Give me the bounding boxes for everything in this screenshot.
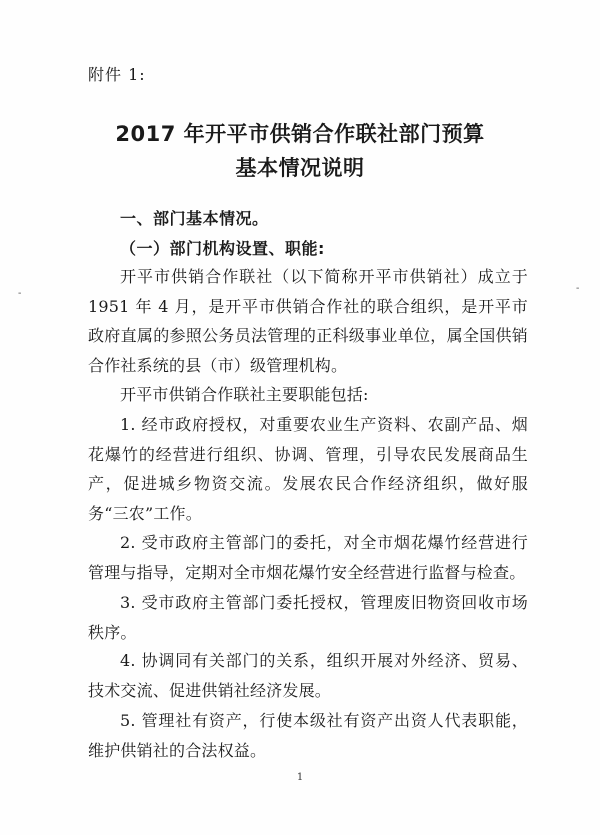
paragraph-function-1: 1. 经市政府授权，对重要农业生产资料、农副产品、烟花爆竹的经营进行组织、协调、管理，引导农民发展商品生产，促进城乡物资交流。发展农民合作经济组织，做好服务“三农”工作。 xyxy=(88,415,528,523)
paragraph-function-4: 4. 协调同有关部门的关系，组织开展对外经济、贸易、技术交流、促进供销社经济发展。 xyxy=(88,651,528,700)
document-title-line-2: 基本情况说明 xyxy=(235,156,365,180)
paragraph-function-3: 3. 受市政府主管部门委托授权，管理废旧物资回收市场秩序。 xyxy=(88,593,528,642)
document-title-line-1: 2017 年开平市供销合作联社部门预算 xyxy=(115,122,485,146)
paragraph-function-5: 5. 管理社有资产，行使本级社有资产出资人代表职能，维护供销社的合法权益。 xyxy=(88,711,528,760)
scan-mark-left: - xyxy=(18,288,22,299)
paragraph-function-2: 2. 受市政府主管部门的委托，对全市烟花爆竹经营进行管理与指导，定期对全市烟花爆竹安全经营进行监督与检查。 xyxy=(88,533,528,582)
subsection-heading-structure-functions: （一）部门机构设置、职能: xyxy=(120,239,325,258)
scan-mark-right: - xyxy=(576,283,580,294)
paragraph-functions-intro: 开平市供销合作联社主要职能包括: xyxy=(120,385,369,404)
attachment-label: 附件 1: xyxy=(88,65,146,84)
section-heading-department-overview: 一、部门基本情况。 xyxy=(120,209,269,228)
page-number: 1 xyxy=(296,772,304,783)
paragraph-introduction: 开平市供销合作联社（以下简称开平市供销社）成立于 1951 年 4 月，是开平市供销合作社的联合组织，是开平市政府直属的参照公务员法管理的正科级事业单位，属全国供销合作社系统的县（市）级管理机构。 xyxy=(88,267,528,375)
